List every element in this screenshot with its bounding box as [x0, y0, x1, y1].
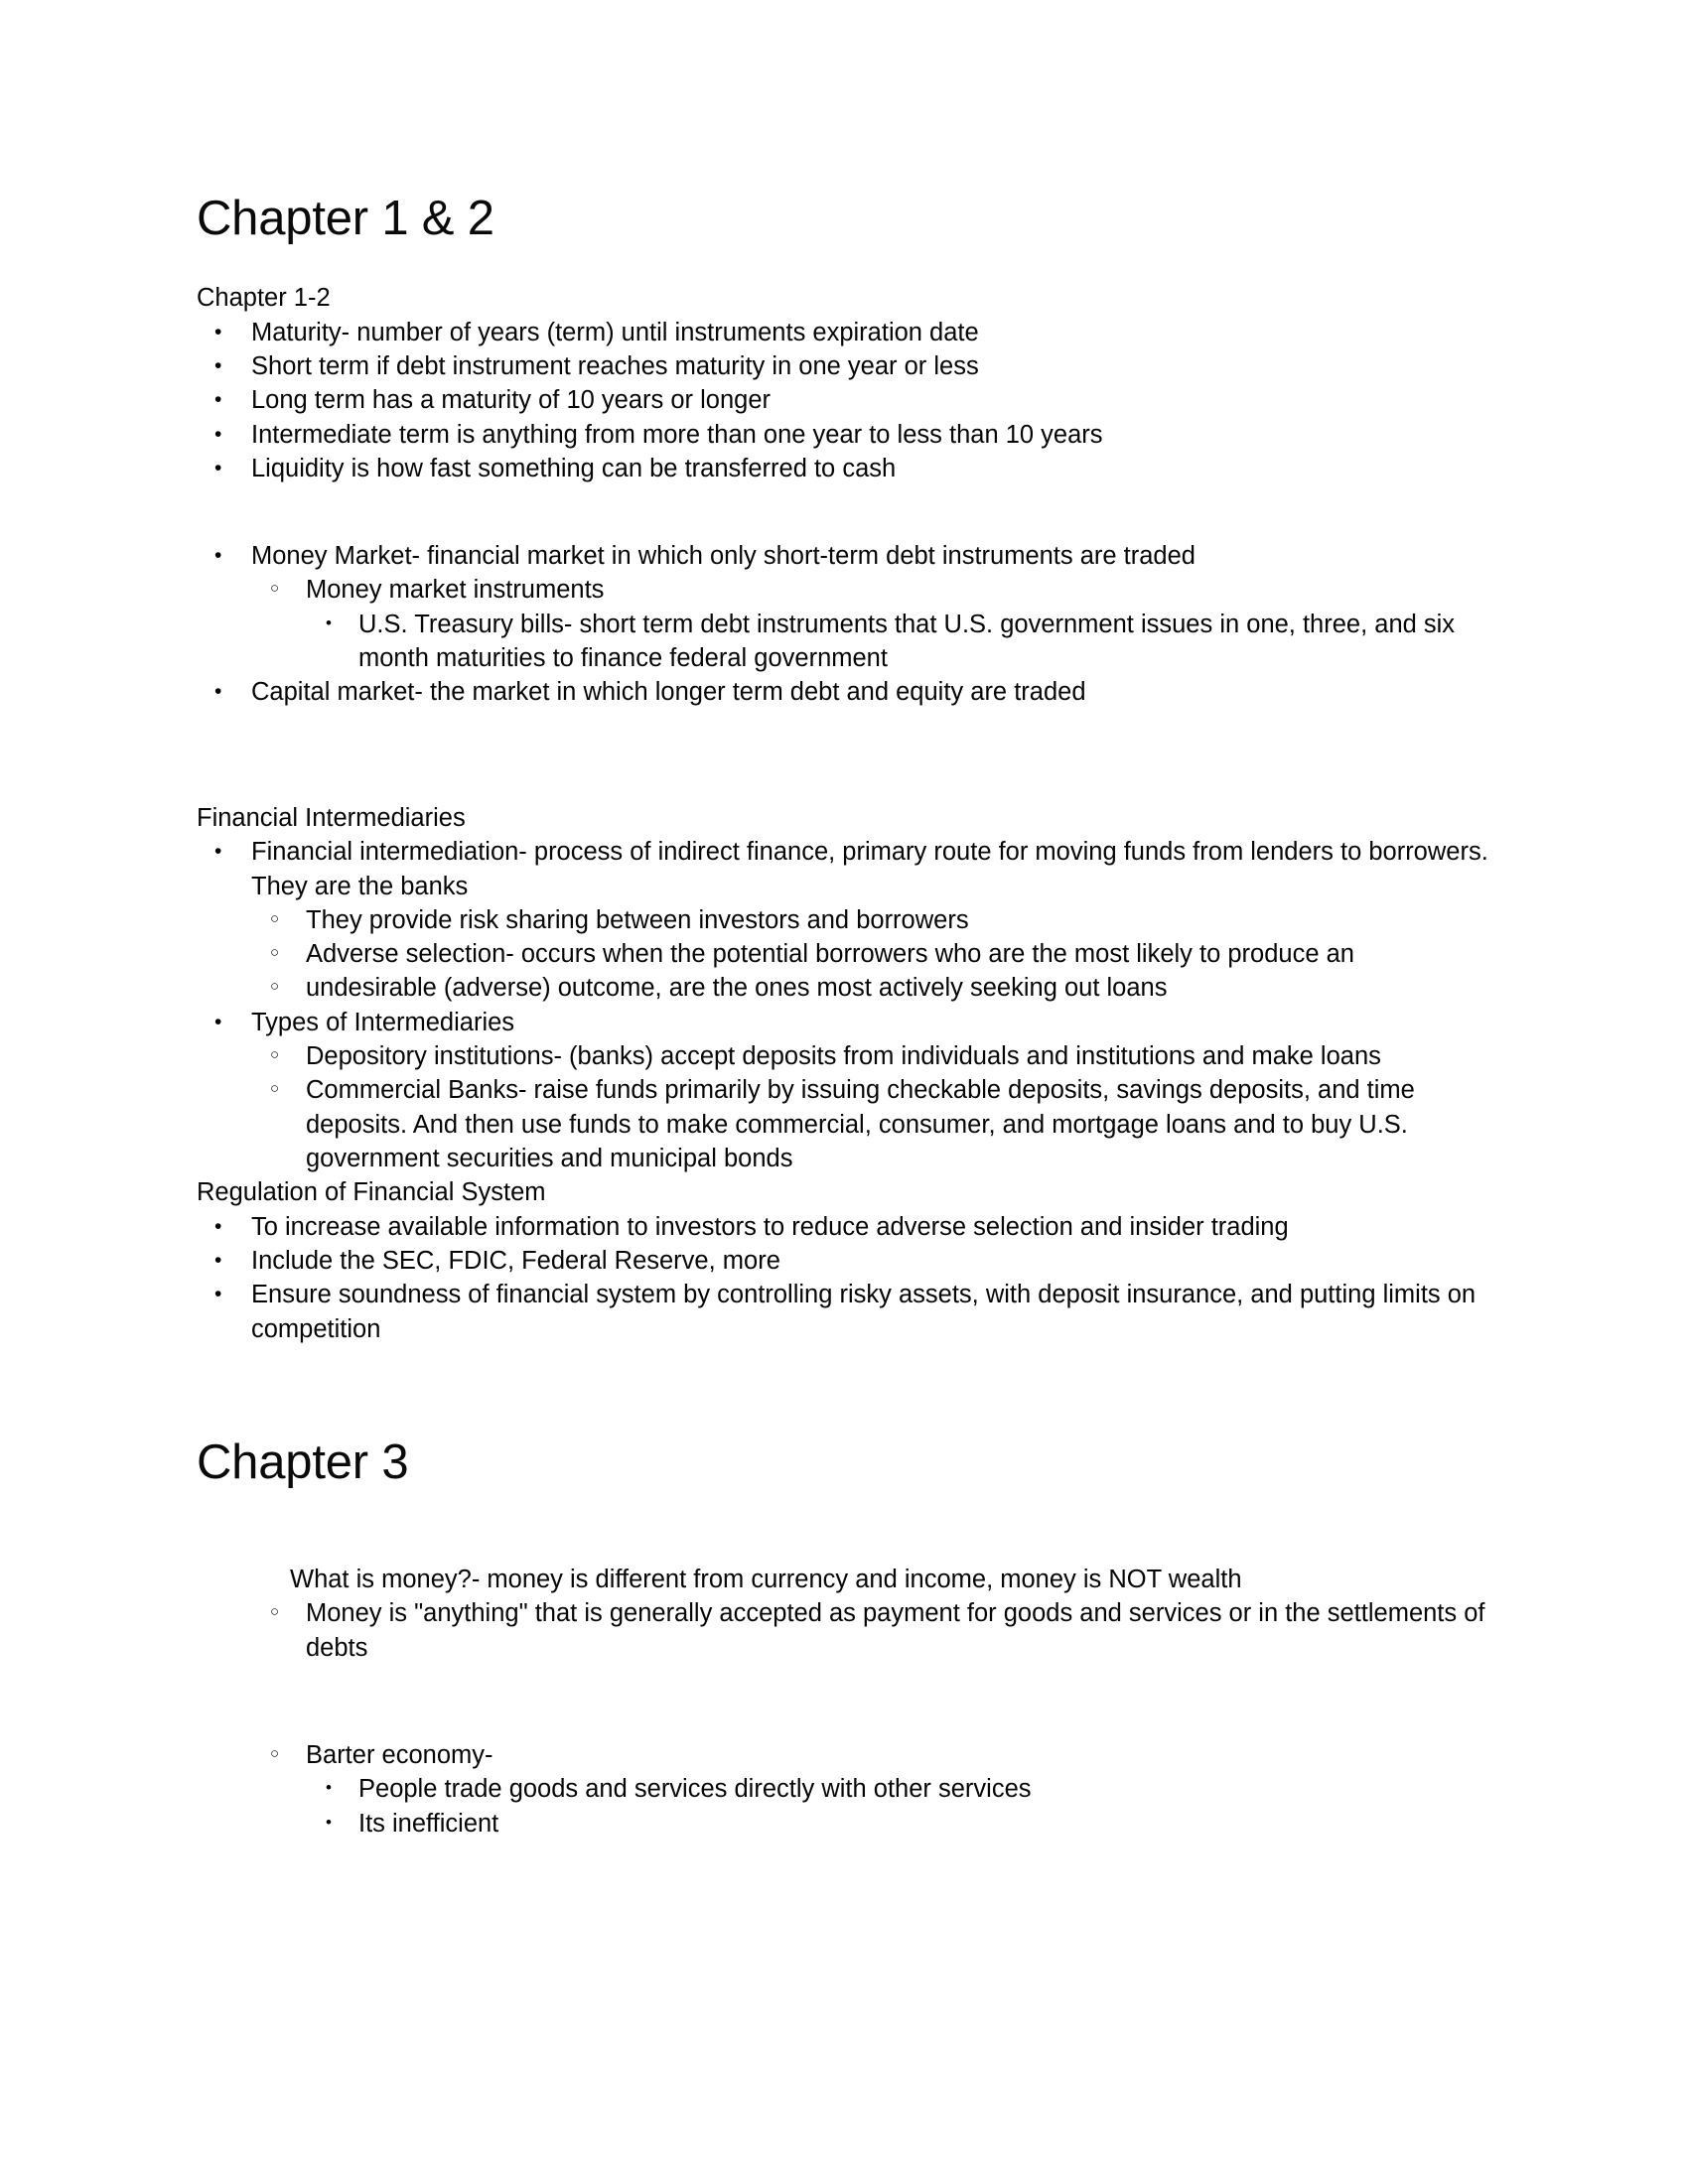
list-item [197, 452, 1507, 485]
list-item-label: Capital market- the market in which longer term debt and equity are traded [251, 678, 1086, 707]
list-item [197, 1244, 1507, 1278]
bullet-disc-icon: • [214, 544, 222, 568]
list-item-label: Depository institutions- (banks) accept deposits from individuals and institutions and make loans [306, 1042, 1381, 1071]
section-label-chapter-1-2: Chapter 1-2 [197, 283, 331, 312]
list-item [197, 539, 1507, 573]
list-item-label: Money market instruments [306, 576, 605, 605]
document-body [197, 194, 1507, 1841]
list-item [197, 1278, 1507, 1346]
list-item-label: Adverse selection- occurs when the potential borrowers who are the most likely to produce an [306, 940, 1354, 969]
list-item [197, 316, 1507, 349]
list-item-label: Long term has a maturity of 10 years or longer [251, 386, 772, 415]
bullet-circle-icon: ○ [270, 1046, 280, 1064]
list-item-label: Barter economy- [306, 1740, 493, 1769]
bullet-disc-small-icon: • [326, 1812, 332, 1832]
bullet-disc-icon: • [214, 840, 222, 864]
list-item-label: Financial intermediation- process of indirect finance, primary route for moving funds from lenders to borrowers. They are the banks [251, 838, 1488, 900]
list-item-label: undesirable (adverse) outcome, are the ones most actively seeking out loans [306, 974, 1168, 1003]
bullet-disc-icon: • [214, 1283, 222, 1306]
list-item-label: Ensure soundness of financial system by controlling risky assets, with deposit insurance, and putting limits on competition [251, 1281, 1477, 1343]
page-title-chapter-1-2: Chapter 1 & 2 [197, 192, 494, 245]
bullet-disc-icon: • [214, 353, 222, 377]
spacer [197, 1665, 1507, 1738]
bullet-circle-icon: ○ [270, 978, 280, 996]
list-item [197, 573, 1507, 607]
list-item [197, 1210, 1507, 1244]
bullet-circle-icon: ○ [270, 909, 280, 927]
bullet-circle-icon: ○ [270, 580, 280, 598]
list-item [197, 675, 1507, 709]
bullet-disc-icon: • [214, 1249, 222, 1273]
spacer [197, 485, 1507, 539]
spacer [197, 245, 1507, 281]
spacer [197, 1346, 1507, 1437]
list-item-label: People trade goods and services directly with other services [358, 1775, 1032, 1804]
bullet-disc-icon: • [214, 680, 222, 704]
paragraph-what-is-money [197, 1563, 1507, 1596]
section-label-regulation: Regulation of Financial System [197, 1178, 546, 1207]
list-item [197, 971, 1507, 1005]
list-item [197, 1807, 1507, 1841]
bullet-circle-icon: ○ [270, 1080, 280, 1098]
list-item-label: Types of Intermediaries [251, 1008, 515, 1036]
paragraph-label: What is money?- money is different from currency and income, money is NOT wealth [290, 1566, 1242, 1594]
list-item [197, 1073, 1507, 1175]
list-item-label: Maturity- number of years (term) until instruments expiration date [251, 318, 979, 346]
list-item [197, 1738, 1507, 1772]
list-item-label: Money is "anything" that is generally accepted as payment for goods and services or in the settlements of debts [306, 1599, 1492, 1662]
list-item-label: Commercial Banks- raise funds primarily by issuing checkable deposits, savings deposits, and time deposits. And then use funds to make commercial, consumer, and mortgage loans and to buy U.S. government securities and municipal bonds [306, 1076, 1415, 1172]
page-title-chapter-3: Chapter 3 [197, 1435, 409, 1490]
list-item [197, 383, 1507, 417]
bullet-disc-small-icon: • [326, 613, 332, 632]
list-item-label: They provide risk sharing between investors and borrowers [306, 905, 969, 934]
list-item [197, 1039, 1507, 1073]
spacer [197, 1489, 1507, 1563]
bullet-disc-small-icon: • [326, 1778, 332, 1798]
list-item [197, 349, 1507, 383]
bullet-circle-icon: ○ [270, 944, 280, 962]
list-item [197, 418, 1507, 452]
list-item [197, 937, 1507, 971]
bullet-disc-icon: • [214, 456, 222, 479]
list-item [197, 835, 1507, 903]
list-item [197, 1006, 1507, 1039]
bullet-disc-icon: • [214, 388, 222, 412]
list-item-label: Short term if debt instrument reaches maturity in one year or less [251, 351, 979, 380]
spacer [197, 710, 1507, 801]
list-item-label: Its inefficient [358, 1809, 499, 1838]
list-item-label: Liquidity is how fast something can be transferred to cash [251, 454, 897, 482]
list-item [197, 608, 1507, 676]
section-label-financial-intermediaries: Financial Intermediaries [197, 803, 466, 832]
bullet-disc-icon: • [214, 1214, 222, 1238]
list-item-label: To increase available information to investors to reduce adverse selection and insider trading [251, 1212, 1289, 1241]
bullet-circle-icon: ○ [270, 1603, 280, 1621]
bullet-circle-icon: ○ [270, 1744, 280, 1762]
list-item [197, 1596, 1507, 1665]
list-item [197, 1772, 1507, 1806]
bullet-disc-icon: • [214, 320, 222, 343]
bullet-disc-icon: • [214, 1010, 222, 1033]
list-item [197, 903, 1507, 937]
list-item-label: Money Market- financial market in which only short-term debt instruments are traded [251, 542, 1196, 571]
list-item-label: U.S. Treasury bills- short term debt instruments that U.S. government issues in one, three, and six month maturities to finance federal government [358, 610, 1456, 672]
list-item-label: Include the SEC, FDIC, Federal Reserve, more [251, 1247, 780, 1276]
list-item-label: Intermediate term is anything from more than one year to less than 10 years [251, 420, 1103, 449]
bullet-disc-icon: • [214, 422, 222, 446]
